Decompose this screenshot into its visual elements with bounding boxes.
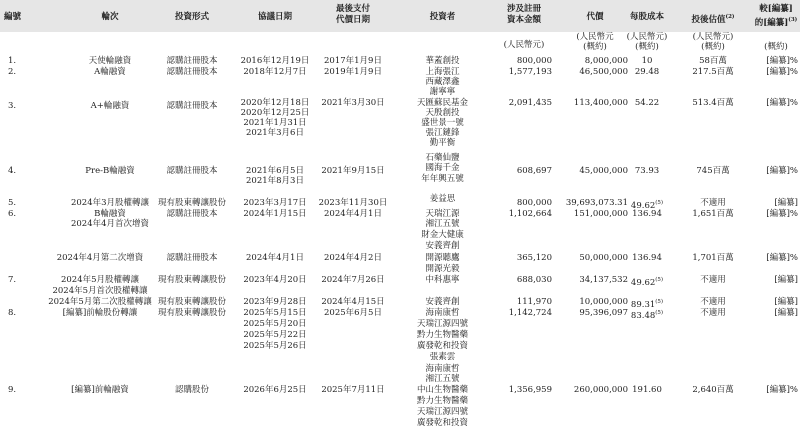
row4-form: 認購註冊股本 — [166, 166, 218, 176]
row2-capital: 1,577,193 — [508, 67, 552, 77]
row6-compare: [編纂]% — [766, 209, 798, 219]
row5-agreement: 2023年3月17日 — [243, 198, 307, 208]
row2-investor-3: 謝寧寧 — [429, 87, 456, 97]
row4-compare: [編纂]% — [766, 166, 798, 176]
row8-investor-5: 張素雲 — [429, 352, 456, 362]
row2-no: 2. — [8, 67, 17, 77]
row8-agreement-1: 2025年5月15日 — [243, 308, 307, 318]
row7b-cost: 89.31$^{(5)}$ — [630, 299, 664, 310]
row8-valuation: 不適用 — [700, 308, 726, 318]
unit-consideration-2: (概約) — [583, 42, 607, 52]
unit-capital: (人民幣元) — [503, 40, 545, 50]
row3-no: 3. — [8, 101, 17, 111]
header-last-payment-2: 代價日期 — [335, 15, 370, 25]
row7b-valuation: 不適用 — [700, 297, 726, 307]
row6-investor-1: 天瑞江源 — [425, 209, 460, 219]
header-valuation: 投後估值$^{(2)}$ — [691, 14, 735, 25]
row9-investor-3: 中山生物醫藥 — [416, 385, 468, 395]
row7-cost: 49.62$^{(5)}$ — [630, 277, 664, 288]
row7b-capital: 111,970 — [516, 297, 552, 307]
row7b-form: 現有股東轉讓股份 — [157, 297, 226, 307]
row8-agreement-4: 2025年5月26日 — [243, 341, 307, 351]
header-no: 編號 — [4, 12, 22, 22]
row8-investor-3: 黔力生物醫藥 — [416, 330, 468, 340]
row5-cost: 49.62$^{(5)}$ — [630, 200, 664, 211]
row7b-compare: [編纂] — [774, 297, 798, 307]
row3-investor-1: 天匯蘇民基金 — [416, 98, 468, 108]
unit-cost-1: (人民幣元) — [626, 32, 668, 42]
row6-valuation: 1,651百萬 — [692, 209, 734, 219]
row5-no: 5. — [8, 198, 17, 208]
header-capital-2: 資本金額 — [506, 15, 541, 25]
row3-investor-3: 盛世景一號 — [421, 118, 464, 128]
row2-cost: 29.48 — [634, 67, 660, 77]
row7b-agreement: 2023年9月28日 — [243, 297, 307, 307]
row8-cost: 83.48$^{(5)}$ — [630, 310, 664, 321]
row5-compare: [編纂] — [774, 198, 798, 208]
unit-valuation-1: (人民幣元) — [692, 32, 734, 42]
row3-agreement-2: 2020年12月25日 — [240, 108, 310, 118]
row9-investor-4: 黔力生物醫藥 — [416, 396, 468, 406]
header-capital-1: 涉及註冊 — [506, 4, 541, 14]
row5-form: 現有股東轉讓股份 — [157, 198, 226, 208]
header-last-payment-1: 最後支付 — [335, 4, 370, 14]
row9-agreement: 2026年6月25日 — [243, 385, 307, 395]
row9-investor-1: 海南康哲 — [425, 364, 460, 374]
row3-form: 認購註冊股本 — [166, 101, 218, 111]
header-form: 投資形式 — [174, 12, 209, 22]
row3-capital: 2,091,435 — [508, 98, 552, 108]
row7b-round: 2024年5月第二次股權轉讓 — [48, 297, 152, 307]
row9-compare: [編纂]% — [766, 385, 798, 395]
row4-valuation: 745百萬 — [696, 166, 730, 176]
row9-payment: 2025年7月11日 — [321, 385, 385, 395]
row6b-cost: 136.94 — [632, 253, 662, 263]
row7b-consideration: 10,000,000 — [579, 297, 628, 307]
header-round: 輪次 — [101, 12, 119, 22]
row4-payment: 2021年9月15日 — [321, 166, 385, 176]
row7-valuation: 不適用 — [700, 275, 726, 285]
row8-investor-2: 天瑞江源四號 — [416, 319, 468, 329]
row9-valuation: 2,640百萬 — [692, 385, 734, 395]
row4-no: 4. — [8, 166, 17, 176]
row6-round-2: 2024年4月首次增資 — [70, 219, 150, 229]
row4-capital: 608,697 — [516, 166, 552, 176]
row6-cost: 136.94 — [632, 209, 662, 219]
header-investor: 投資者 — [429, 12, 456, 22]
row2-valuation: 217.5百萬 — [692, 67, 734, 77]
row7-round-2: 2024年5月首次股權轉讓 — [52, 286, 148, 296]
row7b-investor: 安義齊創 — [425, 297, 460, 307]
row3-valuation: 513.4百萬 — [692, 98, 734, 108]
row3-payment: 2021年3月30日 — [321, 98, 385, 108]
row6b-consideration: 50,000,000 — [579, 253, 628, 263]
header-agreement-date: 協議日期 — [257, 12, 292, 22]
row4-investor-4: 姜益思 — [429, 194, 456, 204]
row2-compare: [編纂]% — [766, 67, 798, 77]
row7-no: 7. — [8, 275, 17, 285]
unit-valuation-2: (概約) — [701, 42, 725, 52]
row6-investor-2: 湘江五號 — [425, 219, 460, 229]
row3-round: A+輪融資 — [90, 101, 130, 111]
row6-payment: 2024年4月1日 — [324, 209, 382, 219]
row2-investor-1: 上海張江 — [425, 67, 460, 77]
row1-capital: 800,000 — [516, 56, 552, 66]
row3-investor-2: 天殷創投 — [425, 108, 460, 118]
row1-payment: 2017年1月9日 — [324, 56, 382, 66]
header-compare-2: 的[編纂]$^{(3)}$ — [754, 17, 798, 28]
row6-capital: 1,102,664 — [508, 209, 552, 219]
row5-round: 2024年3月股權轉讓 — [70, 198, 150, 208]
row2-form: 認購註冊股本 — [166, 67, 218, 77]
row6b-form: 認購註冊股本 — [166, 253, 218, 263]
row3-investor-4: 張江鏈鋒 — [425, 128, 460, 138]
row9-cost: 191.60 — [632, 385, 662, 395]
row1-agreement: 2016年12月19日 — [240, 56, 310, 66]
row1-investor: 華蓋創投 — [425, 56, 460, 66]
row7-round-1: 2024年5月股權轉讓 — [60, 275, 140, 285]
row5-consideration: 39,693,073.31 — [565, 198, 628, 208]
row2-agreement: 2018年12月7日 — [243, 67, 307, 77]
row8-agreement-3: 2025年5月22日 — [243, 330, 307, 340]
row6-agreement: 2024年1月15日 — [243, 209, 307, 219]
row8-consideration: 95,396,097 — [579, 308, 628, 318]
row9-investor-5: 天瑞江源四號 — [416, 407, 468, 417]
row3-agreement-3: 2021年1月31日 — [243, 118, 307, 128]
row4-round: Pre-B輪融資 — [85, 166, 135, 176]
unit-compare: (概約) — [764, 42, 788, 52]
row6-form: 認購註冊股本 — [166, 209, 218, 219]
row8-agreement-2: 2025年5月20日 — [243, 319, 307, 329]
row9-consideration: 260,000,000 — [573, 385, 628, 395]
row7-agreement: 2023年4月20日 — [243, 275, 307, 285]
row3-agreement-4: 2021年3月6日 — [246, 128, 304, 138]
row1-form: 認購註冊股本 — [166, 56, 218, 66]
row8-investor-4: 廣發乾和投資 — [416, 341, 468, 351]
row1-valuation: 58百萬 — [699, 56, 727, 66]
row2-investor-2: 西藏澤鑫 — [425, 77, 460, 87]
row5-valuation: 不適用 — [700, 198, 726, 208]
row1-consideration: 8,000,000 — [584, 56, 628, 66]
row6b-investor-2: 開源光毅 — [425, 264, 460, 274]
row1-no: 1. — [8, 56, 17, 66]
row3-agreement-1: 2020年12月18日 — [240, 98, 310, 108]
row7-payment: 2024年7月26日 — [321, 275, 385, 285]
row7-compare: [編纂] — [774, 275, 798, 285]
row1-round: 天使輪融資 — [88, 56, 132, 66]
row9-no: 9. — [8, 385, 17, 395]
row5-payment: 2023年11月30日 — [318, 198, 388, 208]
row8-investor-1: 海南康哲 — [425, 308, 460, 318]
row6-consideration: 151,000,000 — [573, 209, 628, 219]
unit-cost-2: (概約) — [635, 42, 659, 52]
row3-compare: [編纂]% — [766, 98, 798, 108]
row3-investor-5: 勤平衡 — [429, 138, 456, 148]
row6b-valuation: 1,701百萬 — [692, 253, 734, 263]
row4-cost: 73.93 — [634, 166, 660, 176]
row7-investor: 中科惠寧 — [425, 275, 460, 285]
row8-round: [編纂]前輪股份轉讓 — [62, 308, 138, 318]
unit-consideration-1: (人民幣元 — [576, 32, 614, 42]
row6-investor-3: 財金大健康 — [421, 230, 464, 240]
row4-investor-3: 年年興五號 — [421, 174, 464, 184]
row1-compare: [編纂]% — [766, 56, 798, 66]
row6-investor-4: 安義齊創 — [425, 241, 460, 251]
row7b-payment: 2024年4月15日 — [321, 297, 385, 307]
row6b-agreement: 2024年4月1日 — [246, 253, 304, 263]
row4-investor-2: 國海千金 — [425, 163, 460, 173]
row8-capital: 1,142,724 — [508, 308, 552, 318]
row6b-round: 2024年4月第二次增資 — [56, 253, 144, 263]
row2-round: A輪融資 — [94, 67, 126, 77]
header-consideration: 代價 — [586, 12, 604, 22]
row6b-payment: 2024年4月2日 — [324, 253, 382, 263]
row3-cost: 54.22 — [634, 98, 660, 108]
row8-compare: [編纂] — [774, 308, 798, 318]
row9-round: [編纂]前輪融資 — [71, 385, 129, 395]
row4-agreement-2: 2021年8月3日 — [246, 176, 304, 186]
row9-form: 認購股份 — [174, 385, 209, 395]
row9-investor-6: 廣發乾和投資 — [416, 418, 468, 428]
row4-consideration: 45,000,000 — [579, 166, 628, 176]
row9-investor-2: 湘江五號 — [425, 374, 460, 384]
row1-cost: 10 — [641, 56, 653, 66]
row7-consideration: 34,137,532 — [579, 275, 628, 285]
row2-payment: 2019年1月9日 — [324, 67, 382, 77]
header-unit-cost: 每股成本 — [629, 12, 664, 22]
row9-capital: 1,356,959 — [508, 385, 552, 395]
row6-round-1: B輪融資 — [94, 209, 126, 219]
row6-no: 6. — [8, 209, 17, 219]
row6b-investor-1: 開源聽鷹 — [425, 253, 460, 263]
row5-capital: 800,000 — [516, 198, 552, 208]
row3-consideration: 113,400,000 — [573, 98, 628, 108]
row4-agreement-1: 2021年6月5日 — [246, 166, 304, 176]
row8-no: 8. — [8, 308, 17, 318]
row7-capital: 688,030 — [516, 275, 552, 285]
row2-consideration: 46,500,000 — [579, 67, 628, 77]
row8-form: 現有股東轉讓股份 — [157, 308, 226, 318]
row6b-capital: 365,120 — [516, 253, 552, 263]
header-compare-1: 較[編纂] — [759, 4, 793, 14]
row8-payment: 2025年6月5日 — [324, 308, 382, 318]
row6b-compare: [編纂]% — [766, 253, 798, 263]
row7-form: 現有股東轉讓股份 — [157, 275, 226, 285]
row4-investor-1: 石藥仙鹽 — [425, 153, 460, 163]
